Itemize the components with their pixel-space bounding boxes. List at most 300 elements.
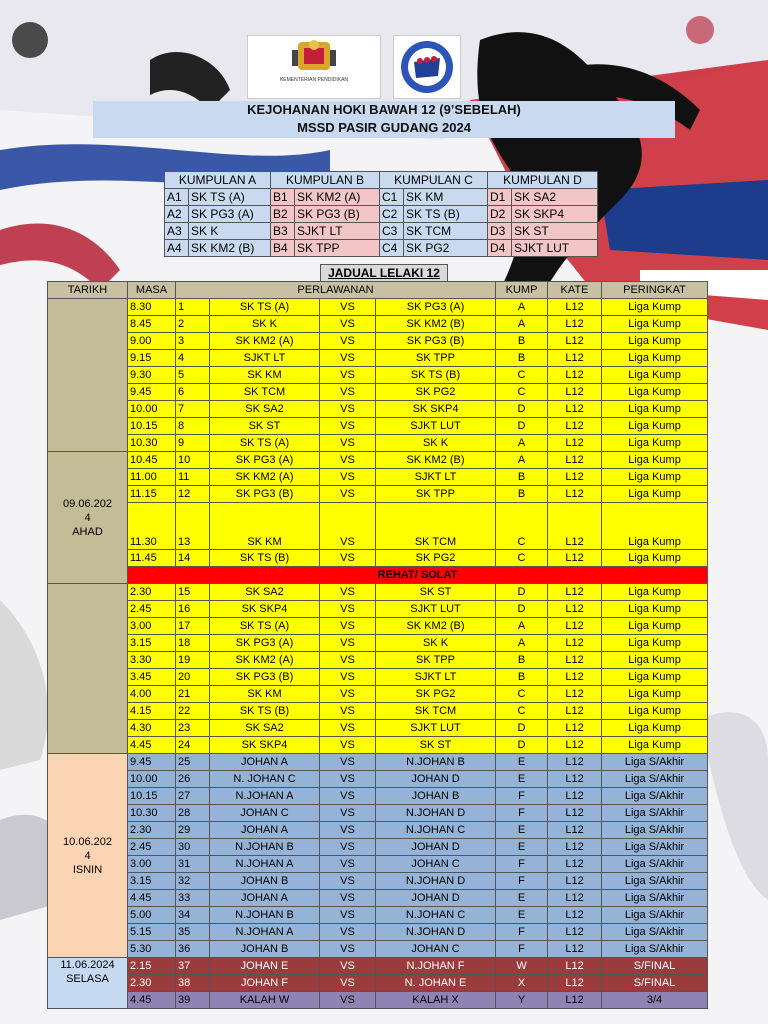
vs-label: VS <box>320 550 376 567</box>
match-category: L12 <box>548 890 602 907</box>
match-time: 2.45 <box>128 601 176 618</box>
date-day1-text: 09.06.202 <box>63 497 112 510</box>
match-stage: Liga Kump <box>602 316 708 333</box>
team-a: JOHAN A <box>210 890 320 907</box>
group-code: B2 <box>271 206 295 223</box>
team-a: SK PG3 (A) <box>210 635 320 652</box>
match-group: D <box>496 418 548 435</box>
match-category: L12 <box>548 418 602 435</box>
team-a: SK KM2 (A) <box>210 333 320 350</box>
match-stage: Liga Kump <box>602 669 708 686</box>
team-b: SK K <box>376 635 496 652</box>
match-row <box>48 737 708 754</box>
match-row <box>48 873 708 890</box>
match-time: 3.00 <box>128 856 176 873</box>
match-number: 23 <box>176 720 210 737</box>
match-time: 4.30 <box>128 720 176 737</box>
date-day3-text: SELASA <box>66 973 109 985</box>
match-stage: S/FINAL <box>602 975 708 992</box>
match-group: E <box>496 754 548 771</box>
team-b: JOHAN C <box>376 856 496 873</box>
mssd-emblem-icon <box>394 36 460 98</box>
match-group: F <box>496 873 548 890</box>
match-category: L12 <box>548 635 602 652</box>
match-row <box>48 486 708 503</box>
match-row <box>48 333 708 350</box>
match-row <box>48 584 708 601</box>
match-category: L12 <box>548 737 602 754</box>
team-b: SJKT LT <box>376 469 496 486</box>
vs-label: VS <box>320 771 376 788</box>
match-category: L12 <box>548 584 602 601</box>
match-group: C <box>496 367 548 384</box>
team-b: N.JOHAN D <box>376 924 496 941</box>
match-group: D <box>496 401 548 418</box>
match-number: 38 <box>176 975 210 992</box>
match-group: A <box>496 299 548 316</box>
vs-label: VS <box>320 856 376 873</box>
team-b: JOHAN B <box>376 788 496 805</box>
match-group: A <box>496 316 548 333</box>
team-a: SK KM <box>210 503 320 550</box>
match-number: 15 <box>176 584 210 601</box>
group-code: B3 <box>271 223 295 240</box>
match-row <box>48 754 708 771</box>
groups-row <box>165 240 598 257</box>
match-group: A <box>496 635 548 652</box>
match-number: 19 <box>176 652 210 669</box>
vs-label: VS <box>320 992 376 1009</box>
match-category: L12 <box>548 975 602 992</box>
match-group: C <box>496 703 548 720</box>
match-row <box>48 418 708 435</box>
match-stage: Liga Kump <box>602 333 708 350</box>
group-code: D2 <box>488 206 512 223</box>
match-group: C <box>496 550 548 567</box>
schedule-body <box>48 282 708 1009</box>
header-kate: KATE <box>548 282 602 299</box>
match-time: 3.15 <box>128 635 176 652</box>
match-group: C <box>496 503 548 550</box>
date-day2-text: 4 <box>84 849 91 862</box>
header-kump: KUMP <box>496 282 548 299</box>
team-a: SK K <box>210 316 320 333</box>
match-stage: Liga Kump <box>602 686 708 703</box>
vs-label: VS <box>320 686 376 703</box>
schedule-table <box>47 281 708 1009</box>
match-category: L12 <box>548 618 602 635</box>
match-time: 3.15 <box>128 873 176 890</box>
match-stage: Liga Kump <box>602 618 708 635</box>
date-day3-text: 11.06.2024 <box>60 959 115 971</box>
date-day2-text: ISNIN <box>72 863 103 876</box>
match-time: 9.45 <box>128 384 176 401</box>
match-time: 10.30 <box>128 805 176 822</box>
match-group: E <box>496 839 548 856</box>
team-a: SJKT LT <box>210 350 320 367</box>
vs-label: VS <box>320 669 376 686</box>
match-time: 5.30 <box>128 941 176 958</box>
date-blank <box>48 584 128 754</box>
match-category: L12 <box>548 992 602 1009</box>
match-group: B <box>496 350 548 367</box>
team-a: JOHAN F <box>210 975 320 992</box>
match-category: L12 <box>548 856 602 873</box>
vs-label: VS <box>320 618 376 635</box>
vs-label: VS <box>320 350 376 367</box>
match-row <box>48 469 708 486</box>
match-group: B <box>496 669 548 686</box>
team-a: SK TS (A) <box>210 299 320 316</box>
match-number: 8 <box>176 418 210 435</box>
group-team: SJKT LUT <box>512 240 598 257</box>
match-group: F <box>496 788 548 805</box>
vs-label: VS <box>320 601 376 618</box>
team-b: N.JOHAN D <box>376 805 496 822</box>
team-b: SJKT LUT <box>376 601 496 618</box>
group-code: A3 <box>165 223 189 240</box>
match-stage: Liga Kump <box>602 550 708 567</box>
match-category: L12 <box>548 839 602 856</box>
team-b: N.JOHAN B <box>376 754 496 771</box>
match-number: 4 <box>176 350 210 367</box>
match-number: 31 <box>176 856 210 873</box>
match-row <box>48 601 708 618</box>
vs-label: VS <box>320 316 376 333</box>
group-a-header: KUMPULAN A <box>165 172 271 189</box>
group-code: C1 <box>380 189 404 206</box>
match-category: L12 <box>548 435 602 452</box>
match-row <box>48 299 708 316</box>
match-category: L12 <box>548 367 602 384</box>
vs-label: VS <box>320 367 376 384</box>
team-a: N. JOHAN C <box>210 771 320 788</box>
group-code: D4 <box>488 240 512 257</box>
match-time: 2.30 <box>128 822 176 839</box>
match-stage: 3/4 <box>602 992 708 1009</box>
team-a: SK SKP4 <box>210 601 320 618</box>
match-time: 3.30 <box>128 652 176 669</box>
group-team: SK TPP <box>295 240 380 257</box>
vs-label: VS <box>320 839 376 856</box>
team-a: N.JOHAN B <box>210 907 320 924</box>
team-a: N.JOHAN A <box>210 924 320 941</box>
match-group: B <box>496 652 548 669</box>
tournament-title <box>93 101 675 138</box>
team-a: SK SKP4 <box>210 737 320 754</box>
team-a: SK PG3 (B) <box>210 486 320 503</box>
date-day1 <box>48 452 128 584</box>
vs-label: VS <box>320 754 376 771</box>
match-stage: Liga S/Akhir <box>602 890 708 907</box>
match-time: 10.45 <box>128 452 176 469</box>
group-team: SK TCM <box>404 223 488 240</box>
vs-label: VS <box>320 805 376 822</box>
team-b: SK TCM <box>376 703 496 720</box>
group-c-header: KUMPULAN C <box>380 172 488 189</box>
match-stage: Liga Kump <box>602 503 708 550</box>
group-code: D1 <box>488 189 512 206</box>
match-time: 3.45 <box>128 669 176 686</box>
header-peringkat: PERINGKAT <box>602 282 708 299</box>
match-number: 6 <box>176 384 210 401</box>
vs-label: VS <box>320 703 376 720</box>
team-a: JOHAN A <box>210 754 320 771</box>
match-row <box>48 958 708 975</box>
match-row <box>48 856 708 873</box>
match-time: 9.45 <box>128 754 176 771</box>
match-row <box>48 992 708 1009</box>
vs-label: VS <box>320 975 376 992</box>
match-row <box>48 350 708 367</box>
date-day1-text: 4 <box>84 511 91 524</box>
rest-label: REHAT/ SOLAT <box>128 567 708 584</box>
match-number: 27 <box>176 788 210 805</box>
crest-icon <box>248 36 380 76</box>
team-a: SK TS (B) <box>210 703 320 720</box>
match-stage: Liga Kump <box>602 703 708 720</box>
vs-label: VS <box>320 924 376 941</box>
vs-label: VS <box>320 503 376 550</box>
match-number: 3 <box>176 333 210 350</box>
team-b: SK K <box>376 435 496 452</box>
match-group: X <box>496 975 548 992</box>
match-time: 4.15 <box>128 703 176 720</box>
match-stage: Liga S/Akhir <box>602 805 708 822</box>
match-category: L12 <box>548 771 602 788</box>
match-time: 10.15 <box>128 418 176 435</box>
match-group: B <box>496 469 548 486</box>
match-time: 9.15 <box>128 350 176 367</box>
match-stage: Liga Kump <box>602 452 708 469</box>
group-code: C2 <box>380 206 404 223</box>
group-team: SK PG3 (A) <box>189 206 271 223</box>
match-time: 10.00 <box>128 771 176 788</box>
date-blank <box>48 299 128 452</box>
match-time: 4.45 <box>128 890 176 907</box>
match-time: 2.30 <box>128 584 176 601</box>
group-team: SK SKP4 <box>512 206 598 223</box>
match-time: 5.00 <box>128 907 176 924</box>
match-number: 14 <box>176 550 210 567</box>
match-row <box>48 822 708 839</box>
match-group: F <box>496 924 548 941</box>
match-number: 16 <box>176 601 210 618</box>
vs-label: VS <box>320 788 376 805</box>
team-b: SK SKP4 <box>376 401 496 418</box>
team-a: SK KM <box>210 367 320 384</box>
vs-label: VS <box>320 435 376 452</box>
team-b: JOHAN C <box>376 941 496 958</box>
match-category: L12 <box>548 941 602 958</box>
team-a: SK KM2 (A) <box>210 469 320 486</box>
group-d-header: KUMPULAN D <box>488 172 598 189</box>
team-b: N.JOHAN D <box>376 873 496 890</box>
vs-label: VS <box>320 401 376 418</box>
group-team: SK KM2 (B) <box>189 240 271 257</box>
team-b: SJKT LUT <box>376 720 496 737</box>
team-a: SK KM <box>210 686 320 703</box>
team-b: SK TPP <box>376 350 496 367</box>
match-row <box>48 941 708 958</box>
match-time: 11.45 <box>128 550 176 567</box>
match-row <box>48 839 708 856</box>
match-number: 1 <box>176 299 210 316</box>
match-group: F <box>496 856 548 873</box>
match-row <box>48 771 708 788</box>
match-group: D <box>496 601 548 618</box>
match-row <box>48 720 708 737</box>
header-masa: MASA <box>128 282 176 299</box>
title-line-1: KEJOHANAN HOKI BAWAH 12 (9’SEBELAH) <box>247 102 521 117</box>
vs-label: VS <box>320 469 376 486</box>
match-number: 9 <box>176 435 210 452</box>
match-row <box>48 452 708 469</box>
date-day3 <box>48 958 128 1009</box>
match-stage: Liga S/Akhir <box>602 822 708 839</box>
match-category: L12 <box>548 503 602 550</box>
vs-label: VS <box>320 299 376 316</box>
team-a: N.JOHAN A <box>210 788 320 805</box>
vs-label: VS <box>320 652 376 669</box>
group-code: A4 <box>165 240 189 257</box>
team-b: JOHAN D <box>376 771 496 788</box>
team-b: SK PG2 <box>376 550 496 567</box>
match-group: A <box>496 618 548 635</box>
team-a: SK PG3 (A) <box>210 452 320 469</box>
match-group: B <box>496 333 548 350</box>
match-row <box>48 435 708 452</box>
match-row <box>48 652 708 669</box>
team-a: N.JOHAN A <box>210 856 320 873</box>
match-stage: Liga S/Akhir <box>602 873 708 890</box>
team-a: JOHAN B <box>210 941 320 958</box>
team-b: N. JOHAN E <box>376 975 496 992</box>
team-a: SK KM2 (A) <box>210 652 320 669</box>
match-group: Y <box>496 992 548 1009</box>
match-group: E <box>496 907 548 924</box>
match-row <box>48 686 708 703</box>
match-stage: Liga Kump <box>602 469 708 486</box>
header-perlawanan: PERLAWANAN <box>176 282 496 299</box>
vs-label: VS <box>320 384 376 401</box>
match-time: 11.00 <box>128 469 176 486</box>
match-number: 29 <box>176 822 210 839</box>
team-a: JOHAN A <box>210 822 320 839</box>
match-number: 33 <box>176 890 210 907</box>
vs-label: VS <box>320 890 376 907</box>
match-time: 8.30 <box>128 299 176 316</box>
team-a: SK TS (A) <box>210 435 320 452</box>
rest-row <box>48 567 708 584</box>
vs-label: VS <box>320 418 376 435</box>
match-time: 10.00 <box>128 401 176 418</box>
team-b: SK ST <box>376 737 496 754</box>
match-number: 36 <box>176 941 210 958</box>
ministry-logo-text: KEMENTERIAN PENDIDIKAN <box>279 77 349 83</box>
group-team: SK K <box>189 223 271 240</box>
match-group: D <box>496 737 548 754</box>
match-number: 21 <box>176 686 210 703</box>
match-stage: Liga S/Akhir <box>602 771 708 788</box>
team-b: JOHAN D <box>376 890 496 907</box>
match-category: L12 <box>548 384 602 401</box>
match-number: 37 <box>176 958 210 975</box>
match-stage: Liga Kump <box>602 435 708 452</box>
match-time: 4.45 <box>128 992 176 1009</box>
team-b: N.JOHAN C <box>376 907 496 924</box>
match-stage: S/FINAL <box>602 958 708 975</box>
match-category: L12 <box>548 601 602 618</box>
match-number: 7 <box>176 401 210 418</box>
match-category: L12 <box>548 907 602 924</box>
vs-label: VS <box>320 452 376 469</box>
match-number: 28 <box>176 805 210 822</box>
match-row <box>48 890 708 907</box>
group-team: SK PG2 <box>404 240 488 257</box>
match-number: 30 <box>176 839 210 856</box>
vs-label: VS <box>320 907 376 924</box>
match-number: 34 <box>176 907 210 924</box>
vs-label: VS <box>320 737 376 754</box>
team-a: SK TCM <box>210 384 320 401</box>
match-number: 10 <box>176 452 210 469</box>
match-category: L12 <box>548 469 602 486</box>
match-category: L12 <box>548 652 602 669</box>
team-b: SK PG2 <box>376 384 496 401</box>
match-number: 24 <box>176 737 210 754</box>
match-row <box>48 907 708 924</box>
date-day2 <box>48 754 128 958</box>
match-category: L12 <box>548 822 602 839</box>
group-team: SK TS (A) <box>189 189 271 206</box>
match-group: F <box>496 805 548 822</box>
team-b: KALAH X <box>376 992 496 1009</box>
groups-table <box>164 171 598 257</box>
match-group: D <box>496 720 548 737</box>
match-category: L12 <box>548 924 602 941</box>
match-category: L12 <box>548 720 602 737</box>
date-day2-text: 10.06.202 <box>63 835 112 848</box>
team-b: SK TS (B) <box>376 367 496 384</box>
match-row <box>48 669 708 686</box>
match-category: L12 <box>548 486 602 503</box>
match-group: C <box>496 686 548 703</box>
match-number: 35 <box>176 924 210 941</box>
match-group: W <box>496 958 548 975</box>
match-number: 32 <box>176 873 210 890</box>
match-number: 25 <box>176 754 210 771</box>
match-group: B <box>496 486 548 503</box>
team-b: N.JOHAN F <box>376 958 496 975</box>
match-category: L12 <box>548 550 602 567</box>
match-row <box>48 384 708 401</box>
group-code: A2 <box>165 206 189 223</box>
match-stage: Liga S/Akhir <box>602 907 708 924</box>
group-code: B4 <box>271 240 295 257</box>
match-category: L12 <box>548 873 602 890</box>
group-team: SK PG3 (B) <box>295 206 380 223</box>
match-stage: Liga Kump <box>602 486 708 503</box>
mssd-logo <box>393 35 461 99</box>
group-team: SJKT LT <box>295 223 380 240</box>
match-row <box>48 367 708 384</box>
match-stage: Liga Kump <box>602 601 708 618</box>
match-stage: Liga S/Akhir <box>602 924 708 941</box>
match-row <box>48 805 708 822</box>
team-b: JOHAN D <box>376 839 496 856</box>
team-b: SK PG2 <box>376 686 496 703</box>
